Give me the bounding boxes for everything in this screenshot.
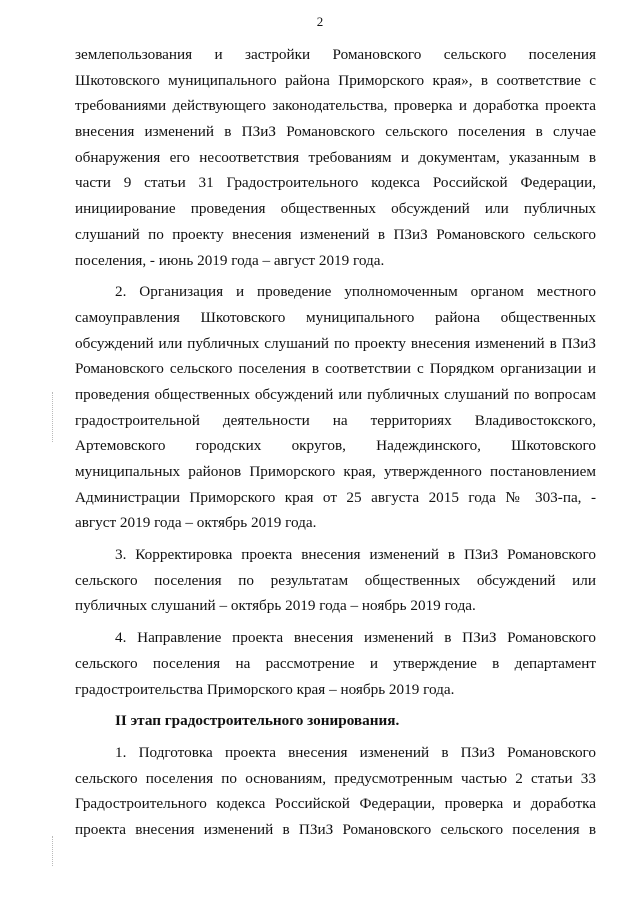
body-line: обнаружения его несоответствия требованиям и документам, указанным в xyxy=(75,148,596,166)
body-line: поселения, - июнь 2019 года – август 2019 года. xyxy=(75,251,385,269)
body-line: август 2019 года – октябрь 2019 года. xyxy=(75,514,317,532)
body-line: инициирование проведения общественных обсуждений или публичных xyxy=(75,200,596,218)
body-line: сельского поселения по результатам общественных обсуждений или xyxy=(75,571,596,589)
body-line: Артемовского городских округов, Надеждинского, Шкотовского xyxy=(75,437,596,455)
body-line: проведения общественных обсуждений или публичных слушаний по вопросам xyxy=(75,385,596,403)
body-line: муниципальных районов Приморского края, утвержденного постановлением xyxy=(75,463,596,480)
body-line: градостроительной деятельности на территориях Владивостокского, xyxy=(75,411,596,429)
body-line: самоуправления Шкотовского муниципального района общественных xyxy=(75,308,596,326)
body-line: Романовского сельского поселения в соответствии с Порядком организации и xyxy=(75,360,596,378)
body-line: градостроительства Приморского края – ноябрь 2019 года. xyxy=(75,680,455,698)
body-line: части 9 статьи 31 Градостроительного кодекса Российской Федерации, xyxy=(75,174,596,192)
paragraph-3-start: 3. Корректировка проекта внесения изменений в ПЗиЗ Романовского xyxy=(115,546,596,564)
body-line: проекта внесения изменений в ПЗиЗ Романовского сельского поселения в xyxy=(75,820,596,838)
paragraph-stage2-1-start: 1. Подготовка проекта внесения изменений в ПЗиЗ Романовского xyxy=(115,743,596,761)
body-line: сельского поселения по основаниям, предусмотренным частью 2 статьи 33 xyxy=(75,769,596,787)
page-number: 2 xyxy=(316,14,324,29)
body-line: публичных слушаний – октябрь 2019 года – ноябрь 2019 года. xyxy=(75,597,476,615)
body-line: Администрации Приморского края от 25 августа 2015 года № 303-па, - xyxy=(75,488,596,506)
paragraph-4-start: 4. Направление проекта внесения изменений в ПЗиЗ Романовского xyxy=(115,629,596,647)
scan-edge-mark-lower xyxy=(52,836,54,866)
paragraph-2-start: 2. Организация и проведение уполномоченным органом местного xyxy=(115,283,596,301)
body-line: обсуждений или публичных слушаний по проекту внесения изменений в ПЗиЗ xyxy=(75,334,596,352)
body-line: Градостроительного кодекса Российской Федерации, проверка и доработка xyxy=(75,795,596,813)
scan-edge-mark-upper xyxy=(52,392,54,442)
section-heading: II этап градостроительного зонирования. xyxy=(115,712,400,730)
body-line: требованиями действующего законодательства, проверка и доработка проекта xyxy=(75,97,596,115)
document-body xyxy=(75,42,596,843)
body-line: сельского поселения на рассмотрение и утверждение в департамент xyxy=(75,654,596,672)
body-line: слушаний по проекту внесения изменений в ПЗиЗ Романовского сельского xyxy=(75,225,596,243)
body-line: внесения изменений в ПЗиЗ Романовского сельского поселения в случае xyxy=(75,123,596,141)
body-line: землепользования и застройки Романовского сельского поселения xyxy=(75,46,596,63)
body-line: Шкотовского муниципального района Приморского края», в соответствие с xyxy=(75,71,596,89)
